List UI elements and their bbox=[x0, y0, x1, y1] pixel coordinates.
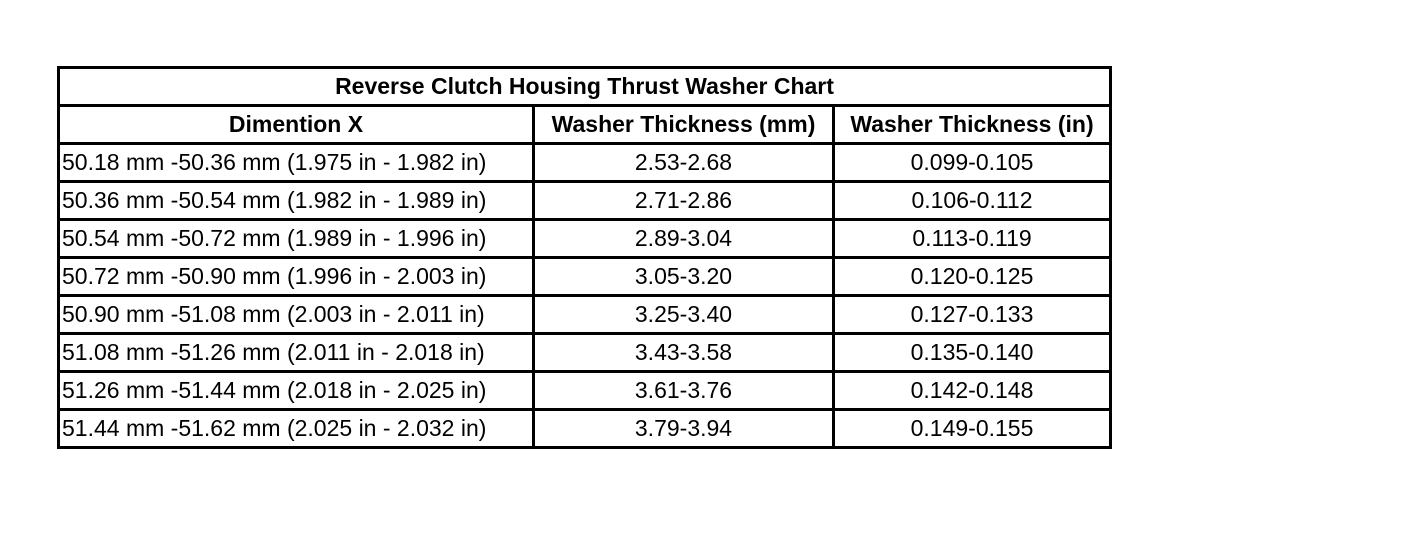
dimension-cell: 51.44 mm -51.62 mm (2.025 in - 2.032 in) bbox=[59, 410, 534, 448]
thickness-in-cell: 0.113-0.119 bbox=[834, 220, 1111, 258]
header-thickness-mm: Washer Thickness (mm) bbox=[534, 106, 834, 144]
dimension-cell: 50.90 mm -51.08 mm (2.003 in - 2.011 in) bbox=[59, 296, 534, 334]
table-row bbox=[59, 410, 1111, 448]
thickness-mm-cell: 3.05-3.20 bbox=[534, 258, 834, 296]
thickness-in-cell: 0.135-0.140 bbox=[834, 334, 1111, 372]
header-dimension-x: Dimention X bbox=[59, 106, 534, 144]
dimension-cell: 51.08 mm -51.26 mm (2.011 in - 2.018 in) bbox=[59, 334, 534, 372]
table-row bbox=[59, 144, 1111, 182]
table-row bbox=[59, 296, 1111, 334]
table-row bbox=[59, 220, 1111, 258]
thickness-mm-cell: 2.89-3.04 bbox=[534, 220, 834, 258]
table-header-row bbox=[59, 106, 1111, 144]
dimension-cell: 50.36 mm -50.54 mm (1.982 in - 1.989 in) bbox=[59, 182, 534, 220]
table-row bbox=[59, 334, 1111, 372]
dimension-cell: 51.26 mm -51.44 mm (2.018 in - 2.025 in) bbox=[59, 372, 534, 410]
thickness-mm-cell: 3.79-3.94 bbox=[534, 410, 834, 448]
table-row bbox=[59, 258, 1111, 296]
thickness-in-cell: 0.142-0.148 bbox=[834, 372, 1111, 410]
dimension-cell: 50.18 mm -50.36 mm (1.975 in - 1.982 in) bbox=[59, 144, 534, 182]
thickness-in-cell: 0.099-0.105 bbox=[834, 144, 1111, 182]
table-row bbox=[59, 182, 1111, 220]
thickness-in-cell: 0.127-0.133 bbox=[834, 296, 1111, 334]
table-row bbox=[59, 372, 1111, 410]
thickness-mm-cell: 3.43-3.58 bbox=[534, 334, 834, 372]
dimension-cell: 50.54 mm -50.72 mm (1.989 in - 1.996 in) bbox=[59, 220, 534, 258]
thrust-washer-table bbox=[57, 66, 1112, 449]
thickness-in-cell: 0.149-0.155 bbox=[834, 410, 1111, 448]
table-title: Reverse Clutch Housing Thrust Washer Chart bbox=[59, 68, 1111, 106]
table-title-row bbox=[59, 68, 1111, 106]
thickness-mm-cell: 2.53-2.68 bbox=[534, 144, 834, 182]
thickness-mm-cell: 2.71-2.86 bbox=[534, 182, 834, 220]
thickness-in-cell: 0.120-0.125 bbox=[834, 258, 1111, 296]
dimension-cell: 50.72 mm -50.90 mm (1.996 in - 2.003 in) bbox=[59, 258, 534, 296]
thickness-in-cell: 0.106-0.112 bbox=[834, 182, 1111, 220]
thickness-mm-cell: 3.25-3.40 bbox=[534, 296, 834, 334]
header-thickness-in: Washer Thickness (in) bbox=[834, 106, 1111, 144]
thickness-mm-cell: 3.61-3.76 bbox=[534, 372, 834, 410]
